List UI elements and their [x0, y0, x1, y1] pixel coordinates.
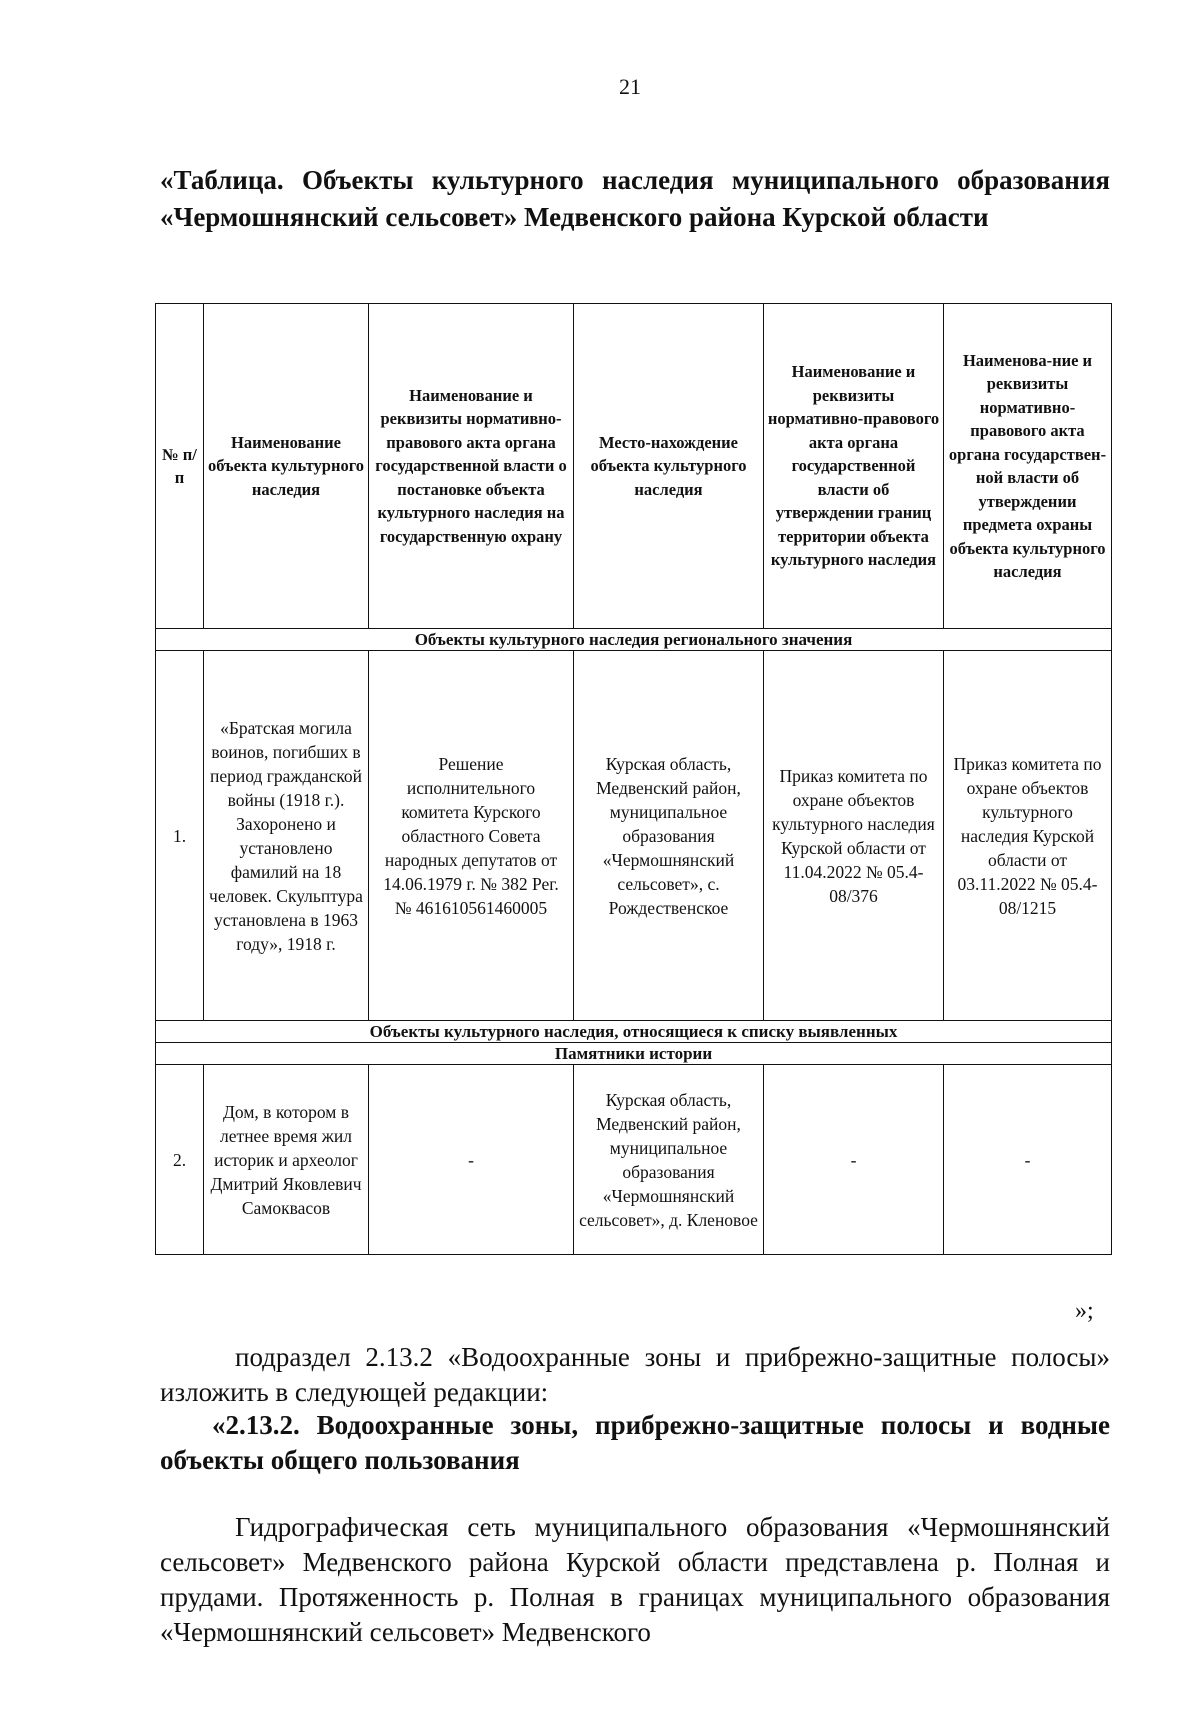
row-object-name: «Братская могила воинов, погибших в период гражданской войны (1918 г.). Захоронено и установлено фамилий на 18 человек. Скульптура установлена в 1963 году», 1918 г. — [204, 651, 369, 1021]
header-location: Место-нахождение объекта культурного наследия — [574, 304, 764, 629]
section-identified: Объекты культурного наследия, относящиеся к списку выявленных — [156, 1021, 1112, 1043]
row-borders-act: Приказ комитета по охране объектов культурного наследия Курской области от 11.04.2022 № 05.4-08/376 — [764, 651, 944, 1021]
row-location: Курская область, Медвенский район, муниципальное образования «Чермошнянский сельсовет», д. Кленовое — [574, 1065, 764, 1255]
table-header-row — [156, 304, 1112, 629]
page-number: 21 — [619, 74, 641, 99]
section-history-monuments: Памятники истории — [156, 1043, 1112, 1065]
header-subject-act: Наименова-ние и реквизиты нормативно-правового акта органа государствен-ной власти об утверждении предмета охраны объекта культурного наследия — [944, 304, 1112, 629]
table-row — [156, 1065, 1112, 1255]
section-heading-2-13-2: «2.13.2. Водоохранные зоны, прибрежно-защитные полосы и водные объекты общего пользования — [160, 1410, 1110, 1475]
paragraph-hydrography: Гидрографическая сеть муниципального образования «Чермошнянский сельсовет» Медвенского района Курской области представлена р. Полная и прудами. Протяженность р. Полная в границах муниципального образования «Чермошнянский сельсовет» Медвенского — [160, 1512, 1110, 1647]
header-number: № п/п — [156, 304, 204, 629]
row-protection-act: Решение исполнительного комитета Курского областного Совета народных депутатов от 14.06.1979 г. № 382 Рег. № 461610561460005 — [369, 651, 574, 1021]
row-subject-act: Приказ комитета по охране объектов культурного наследия Курской области от 03.11.2022 № 05.4-08/1215 — [944, 651, 1112, 1021]
section-regional: Объекты культурного наследия регионального значения — [156, 629, 1112, 651]
row-number: 2. — [156, 1065, 204, 1255]
header-protection-act: Наименование и реквизиты нормативно-правового акта органа государственной власти о постановке объекта культурного наследия на государственную охрану — [369, 304, 574, 629]
paragraph-amendment: подраздел 2.13.2 «Водоохранные зоны и прибрежно-защитные полосы» изложить в следующей редакции: — [160, 1342, 1110, 1407]
table-section-row — [156, 629, 1112, 651]
row-number: 1. — [156, 651, 204, 1021]
closing-quote-mark: »; — [1075, 1298, 1094, 1324]
row-object-name: Дом, в котором в летнее время жил историк и археолог Дмитрий Яковлевич Самоквасов — [204, 1065, 369, 1255]
row-borders-act: - — [764, 1065, 944, 1255]
table-section-row — [156, 1021, 1112, 1043]
table-section-row — [156, 1043, 1112, 1065]
header-borders-act: Наименование и реквизиты нормативно-правового акта органа государственной власти об утверждении границ территории объекта культурного наследия — [764, 304, 944, 629]
row-location: Курская область, Медвенский район, муниципальное образования «Чермошнянский сельсовет», с. Рождественское — [574, 651, 764, 1021]
heritage-table — [155, 303, 1112, 1255]
table-row — [156, 651, 1112, 1021]
table-title: «Таблица. Объекты культурного наследия муниципального образования «Чермошнянский сельсовет» Медвенского района Курской области — [160, 165, 1110, 232]
header-object-name: Наименование объекта культурного наследия — [204, 304, 369, 629]
row-subject-act: - — [944, 1065, 1112, 1255]
row-protection-act: - — [369, 1065, 574, 1255]
